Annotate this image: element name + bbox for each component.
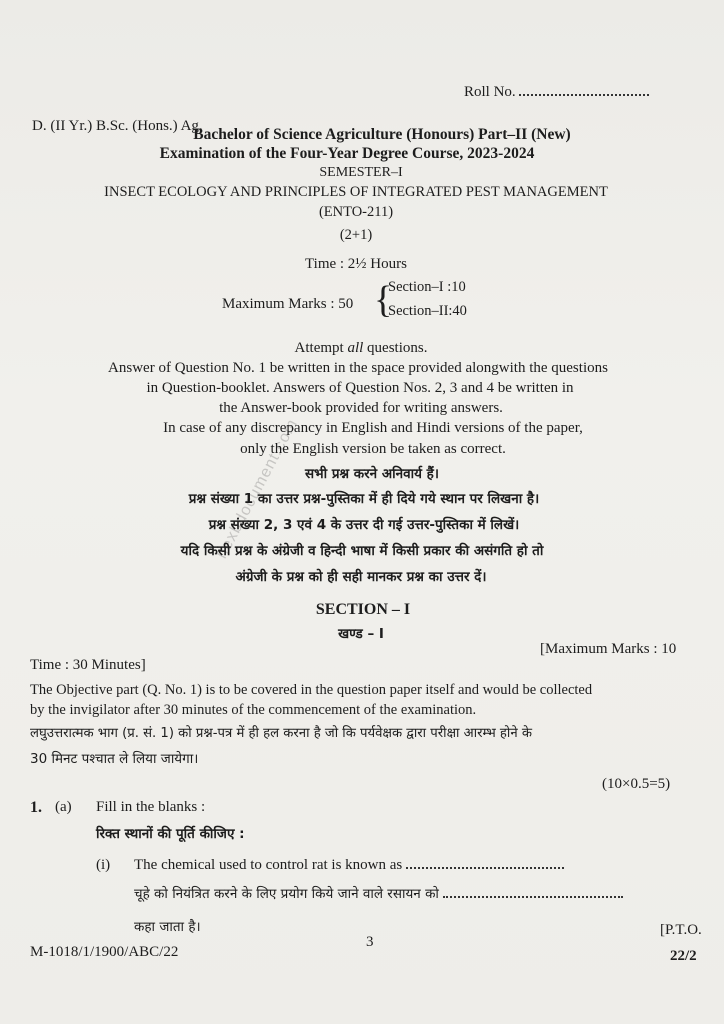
watermark: hexbdocument.com [213,416,302,562]
item-question-hi-text: चूहे को नियंत्रित करने के लिए प्रयोग किये जाने वाले रसायन को [134,886,439,902]
attempt-all [0,340,724,357]
instruction-hi-2: प्रश्न संख्या 1 का उत्तर प्रश्न-पुस्तिका में ही दिये गये स्थान पर लिखना है। [188,491,540,507]
section2-marks: Section–II:40 [388,303,467,319]
section-time: Time : 30 Minutes] [30,657,146,673]
paper-code: M-1018/1/1900/ABC/22 [30,944,179,960]
item-question-hi-2: कहा जाता है। [134,919,201,935]
question-part: (a) [55,799,72,815]
item-number: (i) [96,857,111,873]
instruction-en-3: the Answer-book provided for writing answers. [219,400,503,416]
roll-number [464,84,649,101]
semester: SEMESTER–I [319,165,403,180]
instruction-hi-5: अंग्रेजी के प्रश्न को ही सही मानकर प्रश्न का उत्तर दें। [235,569,487,585]
instruction-en-2: in Question-booklet. Answers of Question Nos. 2, 3 and 4 be written in [146,380,574,396]
attempt-all-emphasis: all [347,340,364,356]
objective-note-en-1: The Objective part (Q. No. 1) is to be covered in the question paper itself and would be collected [30,682,593,698]
instruction-hi-3: प्रश्न संख्या 2, 3 एवं 4 के उत्तर दी गई उत्तर-पुस्तिका में लिखें। [208,517,520,533]
subject-code: (ENTO-211) [318,204,394,220]
title-line1: Bachelor of Science Agriculture (Honours) Part–II (New) [193,126,571,143]
brace-glyph: { [374,279,393,321]
sheet-number: 22/2 [670,948,697,964]
instruction-en-5: only the English version be taken as correct. [240,441,506,457]
page-number: 3 [366,934,374,950]
item-question-en-text: The chemical used to control rat is known as [134,857,403,873]
answer-blank-en[interactable] [406,857,564,869]
fill-blanks-hi: रिक्त स्थानों की पूर्ति कीजिए : [96,826,245,842]
attempt-suffix: questions. [363,340,428,356]
section-title: SECTION – I [315,601,411,618]
objective-note-hi-2: 30 मिनट पश्चात ले लिया जायेगा। [30,751,199,767]
instruction-hi-4: यदि किसी प्रश्न के अंग्रेजी व हिन्दी भाषा में किसी प्रकार की असंगति हो तो [180,543,544,559]
title-line2: Examination of the Four-Year Degree Course, 2023-2024 [159,145,535,162]
credits: (2+1) [339,227,373,243]
section-max-marks: [Maximum Marks : 10 [540,641,677,657]
attempt-prefix: Attempt [294,340,348,356]
answer-blank-hi[interactable] [443,886,623,898]
instruction-en-1: Answer of Question No. 1 be written in the space provided alongwith the questions [108,360,608,376]
roll-label: Roll No. [464,84,516,100]
max-marks-label: Maximum Marks : 50 [222,296,354,312]
question-number: 1. [30,799,42,816]
section1-marks: Section–I :10 [388,279,466,295]
subject-title: INSECT ECOLOGY AND PRINCIPLES OF INTEGRATED PEST MANAGEMENT [104,184,608,200]
roll-blank [519,84,649,96]
objective-note-hi-1: लघुउत्तरात्मक भाग (प्र. सं. 1) को प्रश्न-पत्र में ही हल करना है जो कि पर्यवेक्षक द्वारा परीक्षा आरम्भ होने के [30,726,532,741]
instruction-hi-1: सभी प्रश्न करने अनिवार्य हैं। [305,466,439,482]
objective-note-en-2: by the invigilator after 30 minutes of the commencement of the examination. [30,702,477,718]
pto-label: [P.T.O. [660,922,702,938]
item-question-hi [134,884,623,902]
instruction-en-4: In case of any discrepancy in English and Hindi versions of the paper, [163,420,583,436]
item-question-en [134,857,564,874]
course-code: D. (II Yr.) B.Sc. (Hons.) Ag. [32,118,203,134]
exam-time: Time : 2½ Hours [305,256,407,272]
marks-formula: (10×0.5=5) [602,776,671,792]
section-title-hi: खण्ड – I [338,626,384,642]
fill-blanks-en: Fill in the blanks : [96,799,206,815]
